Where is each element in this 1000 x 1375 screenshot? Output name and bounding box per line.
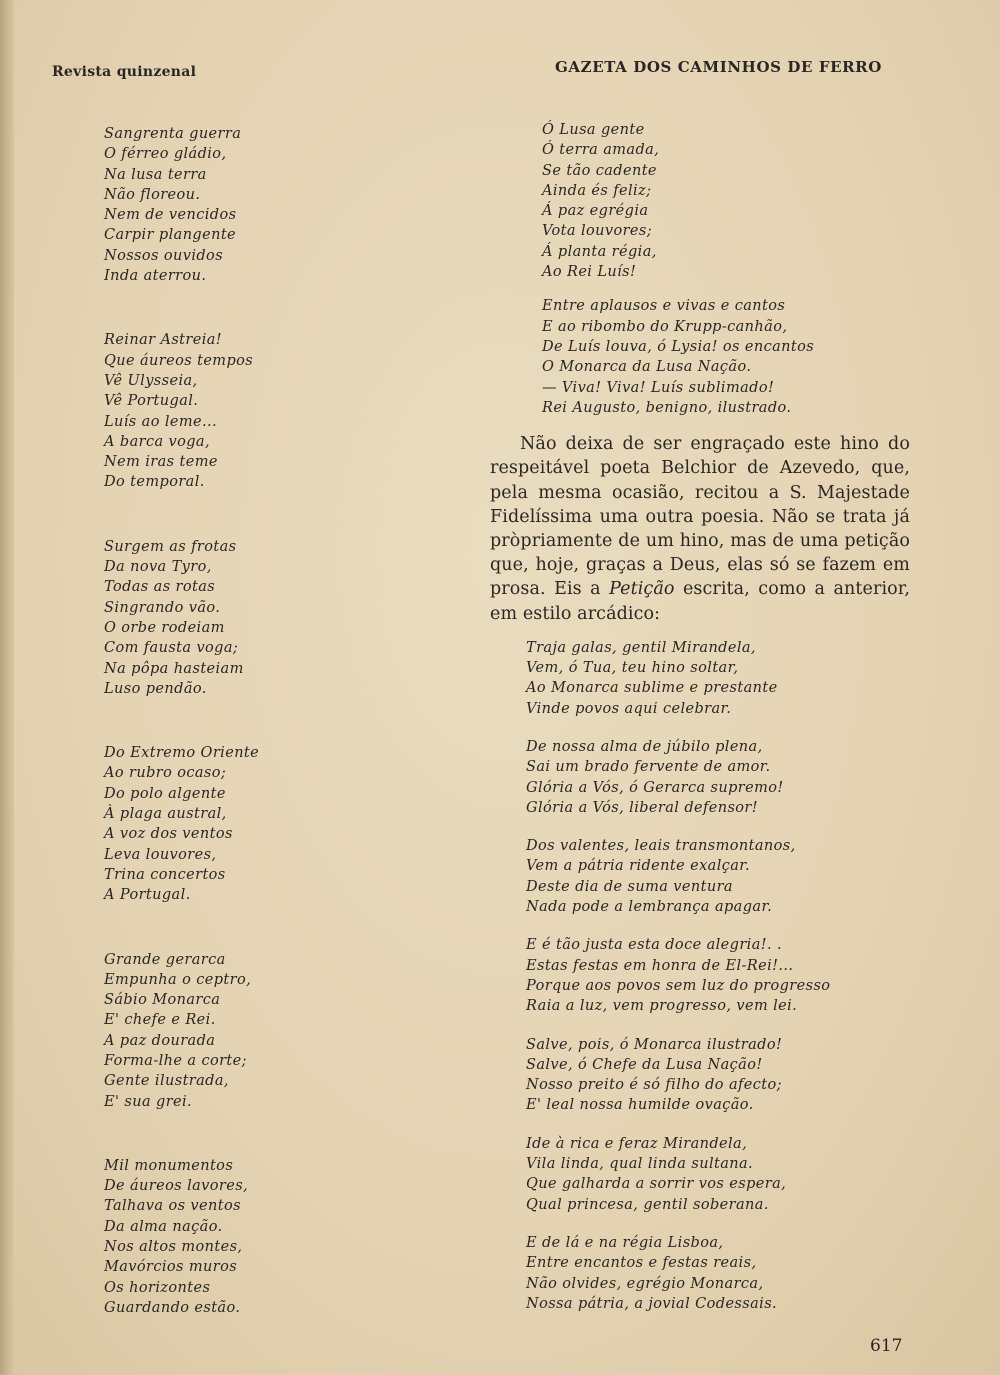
binding-edge	[0, 0, 14, 1375]
verse-line: Se tão cadente	[542, 162, 657, 179]
verse-line: Do Extremo Oriente	[104, 745, 260, 762]
verse-line: Dos valentes, leais transmontanos,	[526, 838, 796, 855]
verse-line: Estas festas em honra de El-Rei!...	[526, 957, 794, 974]
verse-line: Glória a Vós, ó Gerarca supremo!	[526, 779, 784, 796]
verse-line: Salve, ó Chefe da Lusa Nação!	[526, 1056, 763, 1073]
verse-line: Os horizontes	[104, 1279, 211, 1296]
verse-line: Vila linda, qual linda sultana.	[526, 1156, 754, 1173]
verse-line: A barca voga,	[104, 433, 210, 450]
verse-line: Inda aterrou.	[104, 268, 207, 285]
verse-line: Da nova Tyro,	[104, 559, 212, 576]
running-head-left: Revista quinzenal	[52, 64, 197, 80]
verse-line: Nosso preito é só filho do afecto;	[526, 1077, 782, 1094]
stanza	[490, 1233, 910, 1314]
verse-line: Á planta régia,	[542, 243, 657, 260]
verse-line: Mavórcios muros	[104, 1259, 238, 1276]
verse-line: Com fausta voga;	[104, 640, 239, 657]
prose-text: Não deixa de ser engraçado este hino do respeitável poeta Belchior de Azevedo, que, pela mesma ocasião, recitou a S. Majestade Fidelíssima uma outra poesia. Não se trata já pròpriamente de um hino, mas de uma petição que, hoje, graças a Deus, elas só se fazem em prosa. Eis a	[490, 434, 910, 600]
verse-line: Nossos ouvidos	[104, 247, 224, 264]
verse-line: O orbe rodeiam	[104, 619, 225, 636]
verse-line: Surgem as frotas	[104, 538, 237, 555]
verse-line: Talhava os ventos	[104, 1198, 241, 1215]
verse-line: Á paz egrégia	[542, 203, 649, 220]
stanza	[104, 1156, 484, 1318]
verse-line: Grande gerarca	[104, 951, 226, 968]
verse-line: Luso pendão.	[104, 680, 207, 697]
stanza	[490, 120, 910, 282]
stanza	[490, 836, 910, 917]
verse-line: Nossa pátria, a jovial Codessais.	[526, 1295, 778, 1312]
verse-line: Glória a Vós, liberal defensor!	[526, 799, 758, 816]
verse-line: Qual princesa, gentil soberana.	[526, 1196, 769, 1213]
verse-line: Ó terra amada,	[542, 142, 660, 159]
verse-line: Nem iras teme	[104, 454, 218, 471]
verse-line: O Monarca da Lusa Nação.	[542, 359, 752, 376]
stanza	[490, 1134, 910, 1215]
verse-line: Salve, pois, ó Monarca ilustrado!	[526, 1036, 783, 1053]
verse-line: Entre encantos e festas reais,	[526, 1255, 757, 1272]
verse-line: Rei Augusto, benigno, ilustrado.	[542, 399, 792, 416]
verse-line: Traja galas, gentil Mirandela,	[526, 639, 756, 656]
verse-line: De Luís louva, ó Lysia! os encantos	[542, 338, 815, 355]
stanza	[490, 935, 910, 1016]
verse-line: Nos altos montes,	[104, 1239, 243, 1256]
verse-line: Vinde povos aqui celebrar.	[526, 700, 732, 717]
verse-line: Vê Ulysseia,	[104, 372, 198, 389]
verse-line: Ao Rei Luís!	[542, 264, 637, 281]
stanza	[490, 296, 910, 418]
verse-line: A paz dourada	[104, 1032, 216, 1049]
verse-line: De áureos lavores,	[104, 1178, 249, 1195]
verse-line: E' leal nossa humilde ovação.	[526, 1097, 754, 1114]
verse-line: Ide à rica e feraz Mirandela,	[526, 1135, 748, 1152]
right-bottom-stanzas	[490, 638, 910, 1314]
verse-line: Forma-lhe a corte;	[104, 1052, 247, 1069]
verse-line: Do polo algente	[104, 785, 226, 802]
verse-line: O férreo gládio,	[104, 146, 227, 163]
verse-line: Ao Monarca sublime e prestante	[526, 680, 778, 697]
stanza	[104, 743, 484, 905]
verse-line: Na lusa terra	[104, 166, 207, 183]
verse-line: Luís ao leme...	[104, 413, 218, 430]
verse-line: À plaga austral,	[104, 806, 227, 823]
verse-line: Gente ilustrada,	[104, 1073, 229, 1090]
stanza	[104, 124, 484, 286]
verse-line: Nada pode a lembrança apagar.	[526, 899, 773, 916]
verse-line: Da alma nação.	[104, 1218, 223, 1235]
verse-line: Mil monumentos	[104, 1157, 234, 1174]
left-column	[104, 124, 484, 1318]
running-head-right: GAZETA DOS CAMINHOS DE FERRO	[555, 58, 882, 76]
verse-line: E' sua grei.	[104, 1093, 193, 1110]
verse-line: Raia a luz, vem progresso, vem lei.	[526, 998, 798, 1015]
verse-line: Vê Portugal.	[104, 393, 199, 410]
verse-line: Empunha o ceptro,	[104, 971, 252, 988]
verse-line: E' chefe e Rei.	[104, 1012, 216, 1029]
verse-line: Porque aos povos sem luz do progresso	[526, 977, 831, 994]
verse-line: Trina concertos	[104, 866, 226, 883]
stanza	[104, 537, 484, 699]
verse-line: Não floreou.	[104, 186, 201, 203]
verse-line: Não olvides, egrégio Monarca,	[526, 1275, 764, 1292]
verse-line: Guardando estão.	[104, 1299, 241, 1316]
verse-line: Todas as rotas	[104, 579, 216, 596]
stanza	[104, 950, 484, 1112]
verse-line: A Portugal.	[104, 887, 191, 904]
prose-paragraph	[490, 432, 910, 626]
prose-italic-title: Petição	[609, 579, 675, 600]
verse-line: Que áureos tempos	[104, 352, 254, 369]
page-number: 617	[870, 1336, 903, 1356]
verse-line: A voz dos ventos	[104, 826, 233, 843]
verse-line: Reinar Astreia!	[104, 332, 223, 349]
verse-line: Sangrenta guerra	[104, 126, 242, 142]
verse-line: Entre aplausos e vivas e cantos	[542, 298, 786, 315]
verse-line: Ao rubro ocaso;	[104, 765, 227, 782]
verse-line: De nossa alma de júbilo plena,	[526, 738, 763, 755]
right-top-stanzas	[490, 120, 910, 418]
verse-line: Sai um brado fervente de amor.	[526, 759, 771, 776]
stanza	[490, 1035, 910, 1116]
stanza	[104, 330, 484, 492]
verse-line: Vem, ó Tua, teu hino soltar,	[526, 660, 739, 677]
verse-line: Na pôpa hasteiam	[104, 660, 244, 677]
right-column	[490, 120, 910, 1314]
verse-line: E é tão justa esta doce alegria!. .	[526, 937, 782, 954]
prose-text-end: escrita, como a anterior, em estilo arcádico:	[490, 579, 910, 624]
verse-line: Do temporal.	[104, 474, 205, 491]
verse-line: Sábio Monarca	[104, 992, 221, 1009]
verse-line: Singrando vão.	[104, 599, 221, 616]
stanza	[490, 737, 910, 818]
verse-line: Que galharda a sorrir vos espera,	[526, 1176, 787, 1193]
verse-line: Carpir plangente	[104, 227, 237, 244]
verse-line: Nem de vencidos	[104, 207, 237, 224]
verse-line: Vem a pátria ridente exalçar.	[526, 858, 751, 875]
verse-line: E ao ribombo do Krupp-canhão,	[542, 318, 788, 335]
verse-line: Ó Lusa gente	[542, 122, 645, 138]
verse-line: Ainda és feliz;	[542, 182, 652, 199]
verse-line: Deste dia de suma ventura	[526, 878, 733, 895]
verse-line: Vota louvores;	[542, 223, 653, 240]
stanza	[490, 638, 910, 719]
verse-line: — Viva! Viva! Luís sublimado!	[542, 379, 775, 396]
verse-line: Leva louvores,	[104, 846, 217, 863]
verse-line: E de lá e na régia Lisboa,	[526, 1234, 724, 1251]
